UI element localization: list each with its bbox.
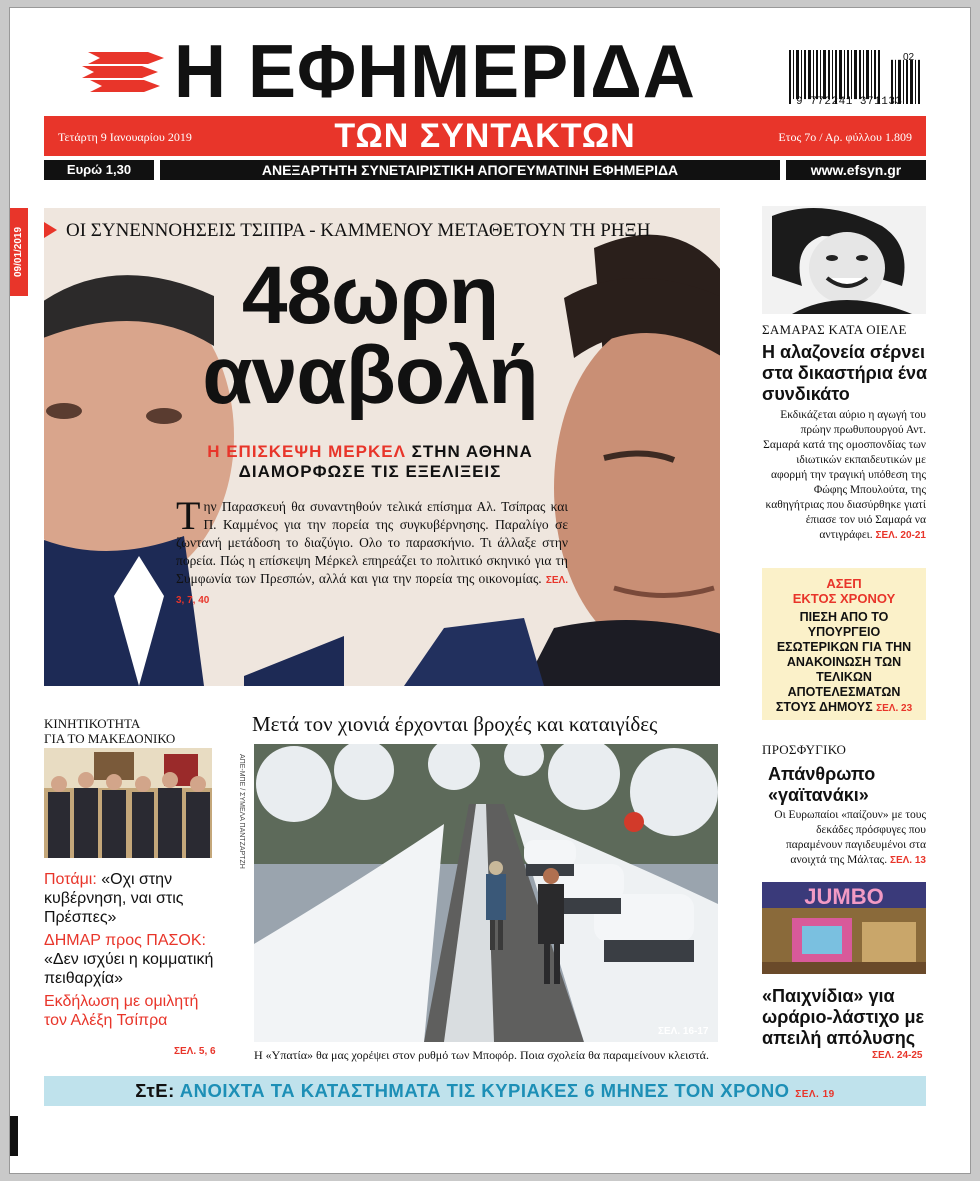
headline-line-1: 48ωρη [241,250,499,341]
price: Ευρώ 1,30 [44,160,154,180]
jumbo-page-ref[interactable]: ΣΕΛ. 24-25 [872,1050,923,1061]
asep-body [762,610,926,716]
bottom-banner[interactable] [44,1076,926,1106]
macedonia-items [44,870,220,1030]
deck-red-part: Η ΕΠΙΣΚΕΨΗ ΜΕΡΚΕΛ [207,442,406,461]
lead-body-text: ην Παρασκευή θα συναντηθούν τελικά επίσημα Αλ. Τσίπρας και Π. Καμμένος για την πορεία της συγκυβέρνησης. Παραλίγο σε ζωντανή μετάδοση το διαζύγιο. Ολο το παρασκήνιο. Τι άλλαξε στην πορεία. Πώς η επίσκεψη Μέρκελ επηρεάζει το πολιτικό σκηνικό για τη Συμφωνία των Πρεσπών, αλλά και για την πορεία της οικονομίας. [176,499,568,586]
bottom-page-ref[interactable]: ΣΕΛ. 19 [795,1089,835,1100]
issue-date: Τετάρτη 9 Ιανουαρίου 2019 [58,130,192,144]
masthead-red-bar [44,116,926,156]
deck-part: ΣΤΗΝ ΑΘΗΝΑ [405,442,533,461]
refugee-body [762,808,926,868]
samaras-kicker: ΣΑΜΑΡΑΣ ΚΑΤΑ ΟΙΕΛΕ [762,322,907,337]
samaras-body-text: Εκδικάζεται αύριο η αγωγή του πρώην πρωθυπουργού Αντ. Σαμαρά κατά της ομοσπονδίας των ιδιωτικών εκπαιδευτικών με αφορμή την τραγική υπόθεση της Φώφης Μπουλούτα, της καθηγήτριας που διασύρθηκε γιατί έπιασε τον υιό Σαμαρά να αντιγράφει. [763,409,926,541]
samaras-page-ref[interactable]: ΣΕΛ. 20-21 [875,530,926,541]
page-edge-mark [10,1116,18,1156]
dimar-text: «Δεν ισχύει η κομματική πειθαρχία» [44,951,214,987]
samaras-headline[interactable]: Η αλαζονεία σέρνει στα δικαστήρια ένα συνδικάτο [762,342,928,404]
dimar-item[interactable] [44,931,220,988]
pen-nib-logo-icon [78,46,168,92]
dimar-label: ΔΗΜΑΡ προς ΠΑΣΟΚ: [44,932,206,949]
bouloutа-photo [762,206,926,314]
masthead-subtitle: ΤΩΝ ΣΥΝΤΑΚΤΩΝ [334,117,636,155]
bottom-banner-label: ΣτΕ: [135,1080,175,1101]
lead-page-ref[interactable]: ΣΕΛ. 3, 7, 40 [176,575,568,606]
potami-label: Ποτάμι: [44,871,97,888]
headline-line-2: αναβολή [202,330,538,421]
politicians-group-photo [44,748,212,858]
macedonia-page-ref[interactable]: ΣΕΛ. 5, 6 [174,1046,216,1057]
asep-box[interactable] [762,568,926,720]
tagline: ΑΝΕΞΑΡΤΗΤΗ ΣΥΝΕΤΑΙΡΙΣΤΙΚΗ ΑΠΟΓΕΥΜΑΤΙΝΗ ΕΦΗΜΕΡΙΔΑ [160,160,780,180]
refugee-kicker: ΠΡΟΣΦΥΓΙΚΟ [762,742,847,757]
masthead-title[interactable]: Η ΕΦΗΜΕΡΙΔΑ [174,30,696,114]
photo-credit: ΑΠΕ-ΜΠΕ / ΣΥΜΕΛΑ ΠΑΝΤΖΑΡΤΖΗ [238,754,245,869]
jumbo-store-photo [762,882,926,974]
bottom-banner-headline: ΑΝΟΙΧΤΑ ΤΑ ΚΑΤΑΣΤΗΜΑΤΑ ΤΙΣ ΚΥΡΙΑΚΕΣ 6 ΜΗΝΕΣ ΤΟΝ ΧΡΟΝΟ [179,1080,790,1101]
website-link[interactable]: www.efsyn.gr [786,160,926,180]
event-item[interactable]: Εκδήλωση με ομιλητή τον Αλέξη Τσίπρα [44,993,199,1029]
bottom-banner-text [44,1076,926,1110]
lead-headline[interactable] [160,250,580,421]
barcode-number: 9 772241 371133 [796,96,903,108]
jumbo-sign: JUMBO [804,884,884,909]
asep-page-ref[interactable]: ΣΕΛ. 23 [876,703,913,714]
barcode-addon: 02 [903,52,915,63]
snowy-street-photo[interactable] [254,744,718,1042]
asep-body-text: ΠΙΕΣΗ ΑΠΟ ΤΟ ΥΠΟΥΡΓΕΙΟ ΕΣΩΤΕΡΙΚΩΝ ΓΙΑ ΤΗΝ ΑΝΑΚΟΙΝΩΣΗ ΤΩΝ ΤΕΛΙΚΩΝ ΑΠΟΤΕΛΕΣΜΑΤΩΝ ΣΤΟΥΣ ΔΗΜΟΥΣ [775,610,912,714]
refugee-body-text: Οι Ευρωπαίοι «παίζουν» με τους δεκάδες πρόσφυγες που παραμένουν παγιδευμένοι στα ανοιχτά της Μάλτας. [774,809,926,866]
snow-headline[interactable]: Μετά τον χιονιά έρχονται βροχές και καταιγίδες [252,712,658,736]
lead-kicker: ΟΙ ΣΥΝΕΝΝΟΗΣΕΙΣ ΤΣΙΠΡΑ - ΚΑΜΜΕΝΟΥ ΜΕΤΑΘΕΤΟΥΝ ΤΗ ΡΗΞΗ [66,220,651,241]
newspaper-front-page [10,8,970,1173]
potami-text: «Οχι στην κυβέρνηση, ναι στις Πρέσπες» [44,871,184,926]
snow-caption: Η «Υπατία» θα μας χορέψει στον ρυθμό των Μποφόρ. Ποια σχολεία θα παραμείνουν κλειστά. [254,1048,709,1062]
deck-line-2: ΔΙΑΜΟΡΦΩΣΕ ΤΙΣ ΕΞΕΛΙΞΕΙΣ [238,462,502,481]
snow-page-ref[interactable]: ΣΕΛ. 16-17 [658,1026,709,1037]
macedonia-kicker-line-2: ΓΙΑ ΤΟ ΜΑΚΕΔΟΝΙΚΟ [44,731,176,746]
lead-deck [170,442,570,482]
kicker-arrow-icon [44,222,57,238]
asep-title-line-1: ΑΣΕΠ [826,576,862,591]
samaras-body [762,408,926,543]
side-date-tab: 09/01/2019 [10,208,28,296]
jumbo-headline[interactable]: «Παιχνίδια» για ωράριο-λάστιχο με απειλή απόλυσης [762,986,924,1048]
potami-item[interactable] [44,870,220,927]
lead-body [176,493,568,610]
macedonia-kicker-line-1: ΚΙΝΗΤΙΚΟΤΗΤΑ [44,716,141,731]
drop-cap: Τ [176,493,201,538]
refugee-headline[interactable]: Απάνθρωπο «γαϊτανάκι» [768,764,876,805]
refugee-page-ref[interactable]: ΣΕΛ. 13 [889,855,926,866]
asep-title [762,576,926,606]
issue-number: Ετος 7ο / Αρ. φύλλου 1.809 [778,130,912,144]
macedonia-kicker [44,716,175,746]
asep-title-line-2: ΕΚΤΟΣ ΧΡΟΝΟΥ [792,591,896,606]
